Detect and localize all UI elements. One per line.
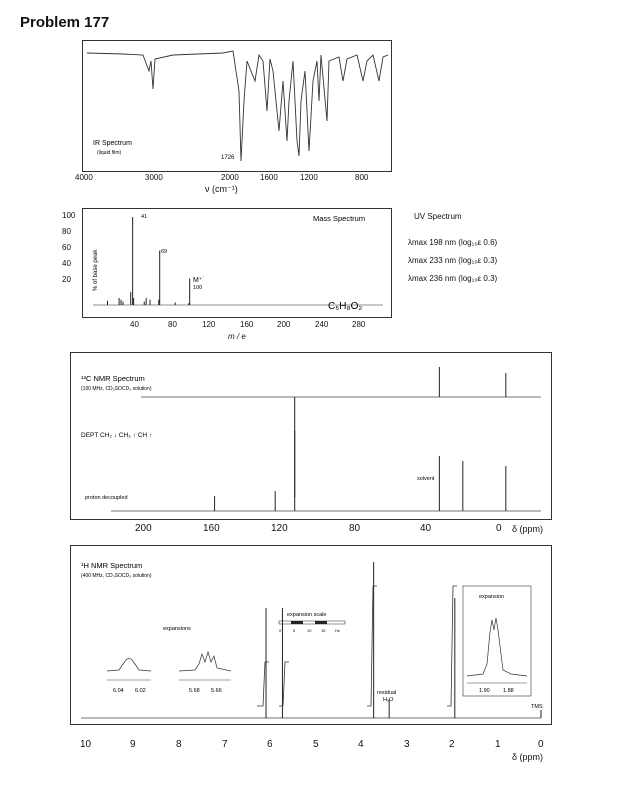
ir-peak-label: 1726 [221, 155, 235, 161]
c13-tick: 120 [271, 523, 288, 534]
h1-integral [279, 662, 289, 706]
c13-xlabel: δ (ppm) [512, 524, 544, 534]
h1-tick: 8 [176, 739, 182, 750]
ms-title: Mass Spectrum [313, 214, 366, 223]
h1-label: ¹H NMR Spectrum [81, 561, 143, 570]
ms-mplus-label: M⁺˙ [193, 277, 205, 284]
ms-xtick: 80 [168, 320, 177, 329]
h1-exp1-tick: 6.02 [135, 688, 146, 694]
h1-sublabel: (400 MHz, CD₃SOCD₃ solution) [81, 573, 152, 579]
ir-plot [83, 41, 391, 171]
h1-integral [447, 586, 457, 706]
ms-yticks [62, 208, 82, 298]
h1-scale-tick: Hz [335, 628, 340, 633]
h1-exp3-label: expansion [479, 594, 505, 600]
ms-peak-label-100: 100 [193, 285, 203, 291]
ms-plot [83, 209, 391, 317]
ms-xtick: 280 [352, 320, 366, 329]
ms-xticks [82, 320, 392, 330]
c13-sublabel: (100 MHz, CD₃SOCD₃ solution) [81, 386, 152, 392]
h1-tick: 6 [267, 739, 273, 750]
ms-peak-label-41: 41 [141, 214, 148, 220]
uv-row [408, 238, 497, 247]
ir-axis-ticks [75, 173, 405, 183]
uv-row [408, 256, 497, 265]
ir-spectrum-panel [82, 40, 392, 172]
ms-xtick: 40 [130, 320, 139, 329]
uv-row [408, 274, 497, 283]
c13-tick: 0 [496, 523, 502, 534]
h1-tick: 1 [495, 739, 501, 750]
ms-xtick: 240 [315, 320, 329, 329]
h1-nmr-panel [70, 545, 552, 725]
ms-formula: C₅H₈O₂ [328, 301, 363, 312]
ir-trace [87, 51, 388, 161]
mass-spectrum-panel [82, 208, 392, 318]
h1-tms-label: TMS [531, 704, 543, 710]
ir-tick: 1600 [260, 173, 278, 182]
c13-solvent-label: solvent [417, 476, 435, 482]
h1-tick: 10 [80, 739, 92, 750]
ms-ytick: 80 [62, 227, 71, 236]
c13-plot [71, 353, 551, 519]
c13-nmr-panel [70, 352, 552, 520]
c13-tick: 80 [349, 523, 361, 534]
ir-tick: 3000 [145, 173, 163, 182]
h1-tick: 3 [404, 739, 410, 750]
h1-tick: 7 [222, 739, 228, 750]
uv-log: (log₁₀ε 0.3) [458, 274, 498, 283]
ir-tick: 800 [355, 173, 369, 182]
h1-tick: 4 [358, 739, 364, 750]
uv-nm: 236 nm [429, 274, 457, 283]
ms-bars [93, 217, 383, 305]
h1-expansion-inset [463, 586, 531, 696]
uv-log: (log₁₀ε 0.3) [458, 256, 498, 265]
ms-xtick: 160 [240, 320, 254, 329]
uv-title: UV Spectrum [414, 212, 462, 221]
c13-decoupled-peaks [215, 431, 506, 511]
uv-nm: 198 nm [429, 238, 457, 247]
h1-integral [367, 586, 377, 706]
h1-expansion-trace-2 [179, 652, 231, 671]
c13-label: ¹³C NMR Spectrum [81, 374, 145, 383]
uv-nm: 233 nm [429, 256, 457, 265]
ir-label: IR Spectrum [93, 140, 132, 147]
c13-tick: 200 [135, 523, 152, 534]
ir-xlabel: ν (cm⁻¹) [205, 184, 238, 194]
ms-ytick: 60 [62, 243, 71, 252]
h1-integral [257, 662, 269, 706]
ms-xtick: 200 [277, 320, 291, 329]
ms-ytick: 40 [62, 259, 71, 268]
h1-tick: 2 [449, 739, 455, 750]
page-title: Problem 177 [20, 14, 110, 31]
c13-dept-label: DEPT CH₂ ↓ CH₃ ↑ CH ↑ [81, 432, 153, 439]
c13-tick: 40 [420, 523, 432, 534]
ms-xlabel: m / e [228, 332, 246, 341]
uv-lambda: λmax [408, 274, 428, 283]
h1-xticks [70, 739, 552, 751]
h1-exp2-tick: 5.66 [211, 688, 222, 694]
ms-ytick: 20 [62, 275, 71, 284]
ms-ytick: 100 [62, 211, 76, 220]
ir-tick: 2000 [221, 173, 239, 182]
h1-xlabel: δ (ppm) [512, 752, 544, 762]
ir-tick: 1200 [300, 173, 318, 182]
h1-exp3-tick: 1.90 [479, 688, 490, 694]
c13-dept-peaks [295, 367, 506, 497]
h1-residual-label: residual [377, 690, 397, 696]
h1-plot [71, 546, 551, 724]
h1-expansions-label: expansions [163, 626, 191, 632]
h1-tick: 9 [130, 739, 136, 750]
ir-tick: 4000 [75, 173, 93, 182]
uv-lambda: λmax [408, 238, 428, 247]
uv-log: (log₁₀ε 0.6) [458, 238, 498, 247]
uv-lambda: λmax [408, 256, 428, 265]
h1-scale-tick: 10 [307, 628, 312, 633]
h1-tick: 0 [538, 739, 544, 750]
h1-water-label: H₂O [383, 697, 394, 703]
h1-tick: 5 [313, 739, 319, 750]
h1-exp3-tick: 1.88 [503, 688, 514, 694]
ms-peak-label-69: 69 [161, 249, 168, 255]
ir-sublabel: (liquid film) [97, 150, 122, 156]
c13-proton-label: proton decoupled [85, 495, 128, 501]
ms-ylabel: % of base peak [93, 249, 99, 291]
h1-expansion-trace-1 [107, 658, 151, 671]
h1-scale-label: expansion scale [287, 612, 327, 618]
c13-tick: 160 [203, 523, 220, 534]
ms-xtick: 120 [202, 320, 216, 329]
h1-scale-tick: 0 [279, 628, 282, 633]
h1-scale-tick: 5 [293, 628, 296, 633]
h1-exp1-tick: 6.04 [113, 688, 124, 694]
h1-exp2-tick: 5.68 [189, 688, 200, 694]
c13-xticks [70, 523, 552, 535]
h1-scale-tick: 15 [321, 628, 326, 633]
